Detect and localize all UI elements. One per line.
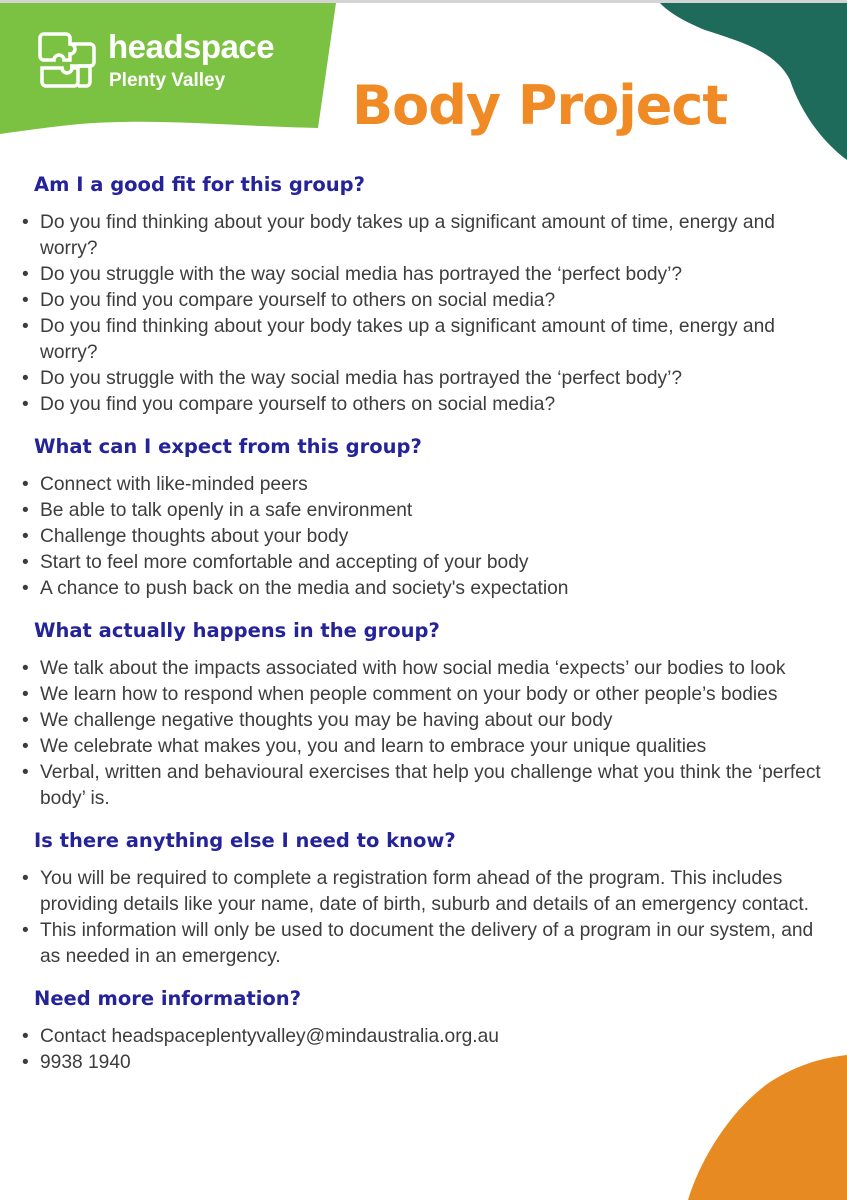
list-item: • Do you find thinking about your body takes up a significant amount of time, energy and worry? [20, 314, 825, 366]
list-item: • Do you struggle with the way social media has portrayed the ‘perfect body’? [20, 262, 825, 288]
list-item: • Be able to talk openly in a safe environment [20, 498, 825, 524]
headspace-logo [36, 28, 296, 98]
section-heading: What actually happens in the group? [34, 619, 440, 642]
bullet-list [20, 866, 825, 970]
section-good-fit [20, 170, 825, 418]
section-more-info [20, 984, 825, 1076]
list-item: • Challenge thoughts about your body [20, 524, 825, 550]
section-heading: Am I a good fit for this group? [34, 173, 365, 196]
list-item: • You will be required to complete a registration form ahead of the program. This includes providing details like your name, date of birth, suburb and details of an emergency contact. [20, 866, 825, 918]
list-item: • We talk about the impacts associated with how social media ‘expects’ our bodies to look [20, 656, 825, 682]
list-item: • Do you find thinking about your body takes up a significant amount of time, energy and worry? [20, 210, 825, 262]
section-expectations [20, 432, 825, 602]
brand-name: headspace [108, 28, 275, 65]
list-item: • Do you find you compare yourself to others on social media? [20, 392, 825, 418]
section-what-happens [20, 616, 825, 812]
flyer-content [20, 170, 825, 1090]
bullet-list [20, 472, 825, 602]
list-item: • Verbal, written and behavioural exercises that help you challenge what you think the ‘perfect body’ is. [20, 760, 825, 812]
list-item: • We celebrate what makes you, you and learn to embrace your unique qualities [20, 734, 825, 760]
bullet-list [20, 210, 825, 418]
section-heading: Is there anything else I need to know? [34, 829, 456, 852]
list-item: • Do you find you compare yourself to others on social media? [20, 288, 825, 314]
list-item: • Do you struggle with the way social media has portrayed the ‘perfect body’? [20, 366, 825, 392]
section-heading: Need more information? [34, 987, 302, 1010]
list-item: • This information will only be used to document the delivery of a program in our system, and as needed in an emergency. [20, 918, 825, 970]
puzzle-icon [36, 30, 100, 92]
page-title: Body Project [352, 74, 728, 137]
brand-subtitle: Plenty Valley [109, 70, 226, 91]
bullet-list [20, 656, 825, 812]
bullet-list [20, 1024, 825, 1076]
list-item: • A chance to push back on the media and society's expectation [20, 576, 825, 602]
list-item: • Start to feel more comfortable and accepting of your body [20, 550, 825, 576]
contact-email: • Contact headspaceplentyvalley@mindaustralia.org.au [20, 1024, 825, 1050]
contact-phone: • 9938 1940 [20, 1050, 825, 1076]
list-item: • Connect with like-minded peers [20, 472, 825, 498]
list-item: • We challenge negative thoughts you may be having about our body [20, 708, 825, 734]
list-item: • We learn how to respond when people comment on your body or other people’s bodies [20, 682, 825, 708]
section-need-to-know [20, 826, 825, 970]
section-heading: What can I expect from this group? [34, 435, 422, 458]
